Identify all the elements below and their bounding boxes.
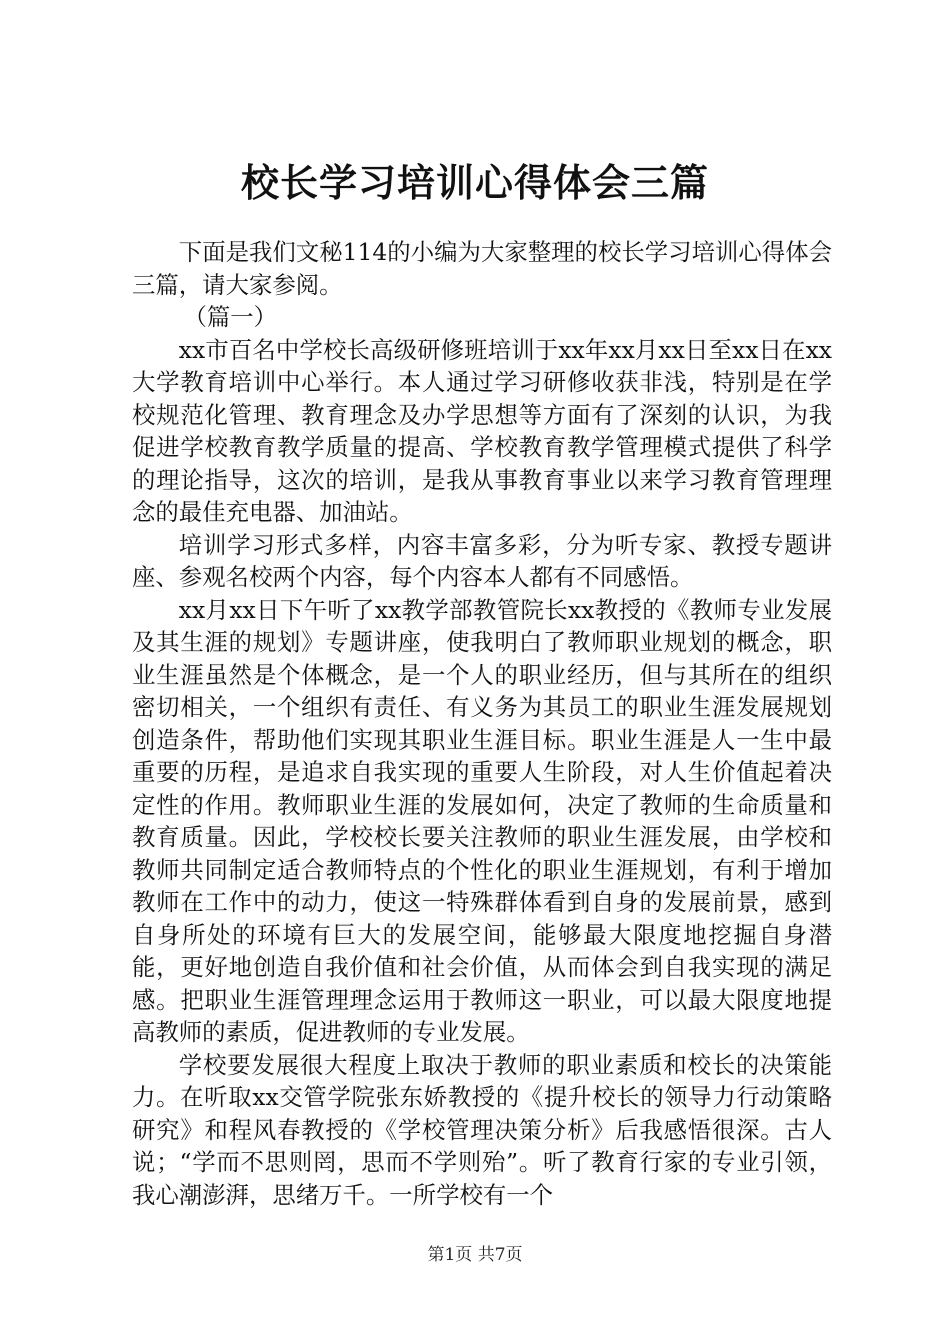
intro-paragraph: 下面是我们文秘114的小编为大家整理的校长学习培训心得体会三篇，请大家参阅。: [132, 238, 832, 299]
document-body: [132, 236, 832, 1211]
document-title: 校长学习培训心得体会三篇: [240, 160, 709, 205]
section-heading: （篇一）: [183, 303, 278, 331]
body-paragraph: xx月xx日下午听了xx教学部教管院长xx教授的《教师专业发展及其生涯的规划》专题讲座，使我明白了教师职业规划的概念，职业生涯虽然是个体概念，是一个人的职业经历，但与其所在的组织密切相关，一个组织有责任、有义务为其员工的职业生涯发展规划创造条件，帮助他们实现其职业生涯目标。职业生涯是人一生中最重要的历程，是追求自我实现的重要人生阶段，对人生价值起着决定性的作用。教师职业生涯的发展如何，决定了教师的生命质量和教育质量。因此，学校校长要关注教师的职业生涯发展，由学校和教师共同制定适合教师特点的个性化的职业生涯规划，有利于增加教师在工作中的动力，使这一特殊群体看到自身的发展前景，感到自身所处的环境有巨大的发展空间，能够最大限度地挖掘自身潜能，更好地创造自我价值和社会价值，从而体会到自我实现的满足感。把职业生涯管理理念运用于教师这一职业，可以最大限度地提高教师的素质，促进教师的专业发展。: [132, 595, 832, 1046]
page-number-footer: 第1页 共7页: [427, 1245, 523, 1265]
body-paragraph: 学校要发展很大程度上取决于教师的职业素质和校长的决策能力。在听取xx交管学院张东娇教授的《提升校长的领导力行动策略研究》和程风春教授的《学校管理决策分析》后我感悟很深。古人说；“学而不思则罔，思而不学则殆”。听了教育行家的专业引领，我心潮澎湃，思绪万千。一所学校有一个: [132, 1050, 832, 1209]
body-paragraph: xx市百名中学校长高级研修班培训于xx年xx月xx日至xx日在xx大学教育培训中心举行。本人通过学习研修收获非浅，特别是在学校规范化管理、教育理念及办学思想等方面有了深刻的认识，为我促进学校教育教学质量的提高、学校教育教学管理模式提供了科学的理论指导，这次的培训，是我从事教育事业以来学习教育管理理念的最佳充电器、加油站。: [132, 335, 832, 526]
body-paragraph: 培训学习形式多样，内容丰富多彩，分为听专家、教授专题讲座、参观名校两个内容，每个内容本人都有不同感悟。: [132, 530, 832, 591]
